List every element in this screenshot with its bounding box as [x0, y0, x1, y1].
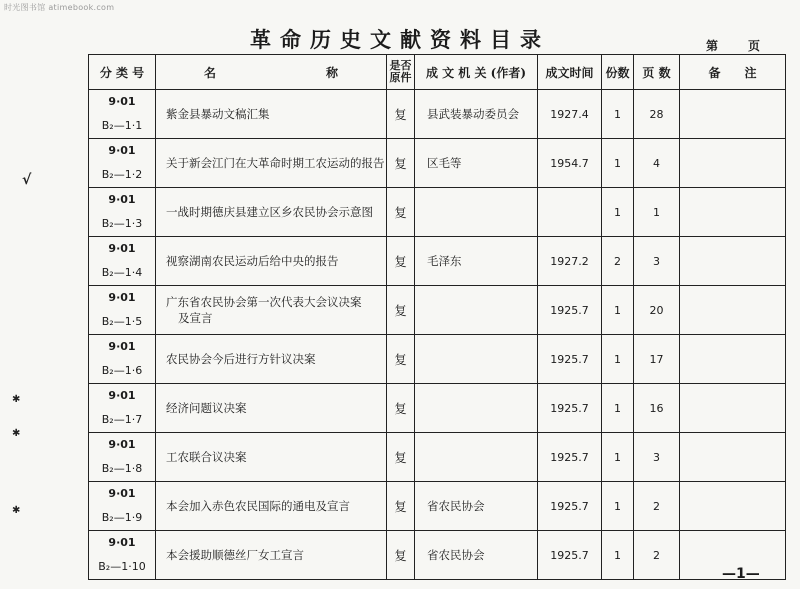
cell-date: 1927.2 [538, 237, 602, 286]
cell-code [89, 531, 156, 580]
cell-organ [415, 384, 538, 433]
cell-remarks [680, 237, 786, 286]
header-remarks: 备 注 [680, 55, 786, 90]
cell-pages: 3 [634, 433, 680, 482]
code-line-2: B₂—1·3 [101, 217, 143, 230]
name-line-1: 视察湖南农民运动后给中央的报告 [166, 254, 339, 268]
cell-code [89, 482, 156, 531]
page-number: —1— [722, 566, 760, 582]
code-line-1: 9·01 [108, 340, 136, 353]
cell-date: 1925.7 [538, 531, 602, 580]
code-line-1: 9·01 [108, 242, 136, 255]
cell-date: 1925.7 [538, 384, 602, 433]
cell-copies: 1 [602, 384, 634, 433]
cell-code [89, 188, 156, 237]
cell-name [156, 286, 387, 335]
cell-organ [415, 433, 538, 482]
cell-code [89, 237, 156, 286]
margin-mark: √ [22, 172, 32, 188]
cell-original: 复 [387, 286, 415, 335]
code-line-1: 9·01 [108, 438, 136, 451]
cell-date: 1927.4 [538, 90, 602, 139]
table-row [89, 482, 786, 531]
cell-code [89, 286, 156, 335]
cell-organ: 省农民协会 [415, 531, 538, 580]
table-header-row [89, 55, 786, 90]
code-line-1: 9·01 [108, 536, 136, 549]
code-line-1: 9·01 [108, 389, 136, 402]
cell-remarks [680, 286, 786, 335]
code-line-1: 9·01 [108, 193, 136, 206]
cell-copies: 1 [602, 188, 634, 237]
cell-copies: 1 [602, 433, 634, 482]
header-original: 是否原件 [387, 55, 415, 90]
code-line-2: B₂—1·6 [101, 364, 143, 377]
name-line-2: 及宣言 [178, 311, 213, 325]
name-line-1: 工农联合议决案 [166, 450, 247, 464]
margin-mark: ✱ [12, 394, 21, 405]
cell-code [89, 384, 156, 433]
header-name-a: 名 [203, 65, 216, 80]
cell-original: 复 [387, 139, 415, 188]
code-line-2: B₂—1·9 [101, 511, 143, 524]
cell-original: 复 [387, 237, 415, 286]
table-row [89, 188, 786, 237]
page-label [706, 37, 760, 54]
name-line-1: 一战时期德庆县建立区乡农民协会示意图 [166, 205, 373, 219]
cell-pages: 20 [634, 286, 680, 335]
cell-original: 复 [387, 384, 415, 433]
cell-name [156, 384, 387, 433]
cell-pages: 17 [634, 335, 680, 384]
code-line-1: 9·01 [108, 144, 136, 157]
header-copies: 份数 [602, 55, 634, 90]
cell-name [156, 433, 387, 482]
cell-copies: 2 [602, 237, 634, 286]
cell-pages: 3 [634, 237, 680, 286]
cell-copies: 1 [602, 139, 634, 188]
name-line-1: 广东省农民协会第一次代表大会议决案 [166, 295, 362, 309]
catalog-table [88, 54, 786, 580]
header-name-b: 称 [326, 65, 339, 80]
cell-remarks [680, 433, 786, 482]
page-title: 革命历史文献资料目录 [250, 27, 550, 52]
margin-mark: ✱ [12, 428, 21, 439]
name-line-1: 紫金县暴动文稿汇集 [166, 107, 270, 121]
cell-name [156, 335, 387, 384]
name-line-1: 本会援助顺德丝厂女工宣言 [166, 548, 304, 562]
name-line-1: 关于新会江门在大革命时期工农运动的报告 [166, 156, 385, 170]
cell-date [538, 188, 602, 237]
header-pages: 页 数 [634, 55, 680, 90]
cell-date: 1925.7 [538, 286, 602, 335]
cell-organ [415, 188, 538, 237]
cell-organ: 毛泽东 [415, 237, 538, 286]
table-row [89, 384, 786, 433]
cell-original: 复 [387, 433, 415, 482]
code-line-1: 9·01 [108, 291, 136, 304]
cell-copies: 1 [602, 531, 634, 580]
cell-organ: 县武装暴动委员会 [415, 90, 538, 139]
header-code: 分 类 号 [89, 55, 156, 90]
cell-original: 复 [387, 335, 415, 384]
cell-pages: 2 [634, 531, 680, 580]
cell-date: 1925.7 [538, 482, 602, 531]
cell-code [89, 139, 156, 188]
code-line-2: B₂—1·7 [101, 413, 143, 426]
cell-date: 1925.7 [538, 433, 602, 482]
cell-name [156, 90, 387, 139]
margin-mark: ✱ [12, 505, 21, 516]
cell-date: 1954.7 [538, 139, 602, 188]
code-line-1: 9·01 [108, 487, 136, 500]
code-line-2: B₂—1·8 [101, 462, 143, 475]
code-line-2: B₂—1·4 [101, 266, 143, 279]
cell-pages: 2 [634, 482, 680, 531]
header-name [156, 55, 387, 90]
cell-pages: 28 [634, 90, 680, 139]
cell-organ [415, 286, 538, 335]
name-line-1: 经济问题议决案 [166, 401, 247, 415]
cell-remarks [680, 335, 786, 384]
cell-pages: 16 [634, 384, 680, 433]
code-line-2: B₂—1·1 [101, 119, 143, 132]
cell-original: 复 [387, 531, 415, 580]
cell-date: 1925.7 [538, 335, 602, 384]
code-line-2: B₂—1·10 [98, 560, 146, 573]
cell-copies: 1 [602, 482, 634, 531]
cell-remarks [680, 90, 786, 139]
cell-pages: 4 [634, 139, 680, 188]
table-row [89, 335, 786, 384]
watermark: 时光图书馆 atimebook.com [4, 3, 115, 12]
table-row [89, 433, 786, 482]
cell-remarks [680, 482, 786, 531]
header-date: 成文时间 [538, 55, 602, 90]
cell-organ: 省农民协会 [415, 482, 538, 531]
cell-remarks [680, 384, 786, 433]
cell-original: 复 [387, 482, 415, 531]
cell-name [156, 482, 387, 531]
cell-copies: 1 [602, 286, 634, 335]
cell-remarks [680, 139, 786, 188]
code-line-2: B₂—1·2 [101, 168, 143, 181]
table-row [89, 237, 786, 286]
page-label-suffix: 页 [748, 39, 761, 53]
cell-pages: 1 [634, 188, 680, 237]
name-line-1: 农民协会今后进行方针议决案 [166, 352, 316, 366]
code-line-1: 9·01 [108, 95, 136, 108]
cell-name [156, 188, 387, 237]
cell-original: 复 [387, 90, 415, 139]
cell-name [156, 139, 387, 188]
cell-remarks [680, 188, 786, 237]
cell-copies: 1 [602, 335, 634, 384]
page-label-prefix: 第 [706, 39, 719, 53]
cell-original: 复 [387, 188, 415, 237]
cell-organ [415, 335, 538, 384]
cell-code [89, 90, 156, 139]
code-line-2: B₂—1·5 [101, 315, 143, 328]
header-organ: 成 文 机 关 (作者) [415, 55, 538, 90]
name-line-1: 本会加入赤色农民国际的通电及宣言 [166, 499, 350, 513]
cell-code [89, 433, 156, 482]
cell-name [156, 531, 387, 580]
cell-name [156, 237, 387, 286]
cell-copies: 1 [602, 90, 634, 139]
table-row [89, 90, 786, 139]
table-row [89, 139, 786, 188]
table-row [89, 531, 786, 580]
cell-code [89, 335, 156, 384]
table-row [89, 286, 786, 335]
cell-organ: 区毛等 [415, 139, 538, 188]
